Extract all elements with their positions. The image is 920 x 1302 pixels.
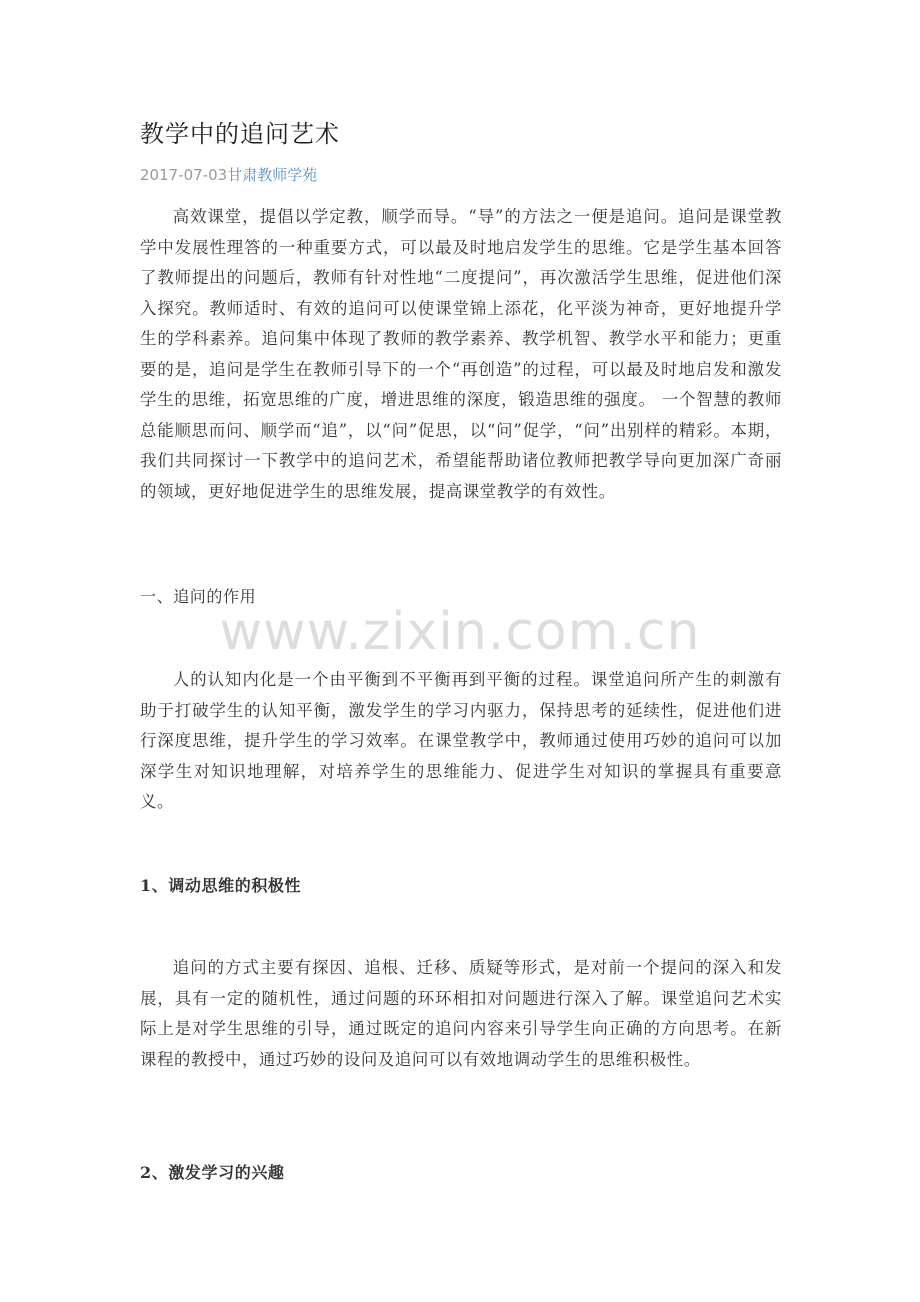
watermark-text: www.zixin.com.cn [219,602,701,662]
article-meta [140,164,317,185]
section-heading-role-of-questioning: 一、追问的作用 [140,587,257,606]
source-link[interactable]: 甘肃教师学苑 [227,166,318,184]
subsection-heading-mobilize-thinking: 1、调动思维的积极性 [140,876,302,895]
subsection-heading-stimulate-interest: 2、激发学习的兴趣 [140,1163,285,1182]
intro-paragraph: 高效课堂，提倡以学定教，顺学而导。“导”的方法之一便是追问。追问是课堂教学中发展性理答的一种重要方式，可以最及时地启发学生的思维。它是学生基本回答了教师提出的问题后，教师有针对性地“二度提问”，再次激活学生思维，促进他们深入探究。教师适时、有效的追问可以使课堂锦上添花，化平淡为神奇，更好地提升学生的学科素养。追问集中体现了教师的教学素养、教学机智、教学水平和能力；更重要的是，追问是学生在教师引导下的一个“再创造”的过程，可以最及时地启发和激发学生的思维，拓宽思维的广度，增进思维的深度，锻造思维的强度。 一个智慧的教师总能顺思而问、顺学而“追”，以“问”促思，以“问”促学，“问”出别样的精彩。本期，我们共同探讨一下教学中的追问艺术，希望能帮助诸位教师把教学导向更加深广奇丽的领域，更好地促进学生的思维发展，提高课堂教学的有效性。 [140,207,782,501]
section-paragraph-cognition: 人的认知内化是一个由平衡到不平衡再到平衡的过程。课堂追问所产生的刺激有助于打破学生的认知平衡，激发学生的学习内驱力，保持思考的延续性，促进他们进行深度思维，提升学生的学习效率。在课堂教学中，教师通过使用巧妙的追问可以加深学生对知识地理解，对培养学生的思维能力、促进学生对知识的掌握具有重要意义。 [140,670,782,811]
publish-date: 2017-07-03 [140,166,228,184]
article-title: 教学中的追问艺术 [140,120,340,148]
subsection-paragraph-questioning-methods: 追问的方式主要有探因、追根、迁移、质疑等形式，是对前一个提问的深入和发展，具有一定的随机性，通过问题的环环相扣对问题进行深入了解。课堂追问艺术实际上是对学生思维的引导，通过既定的追问内容来引导学生向正确的方向思考。在新课程的教授中，通过巧妙的设问及追问可以有效地调动学生的思维积极性。 [140,958,782,1069]
